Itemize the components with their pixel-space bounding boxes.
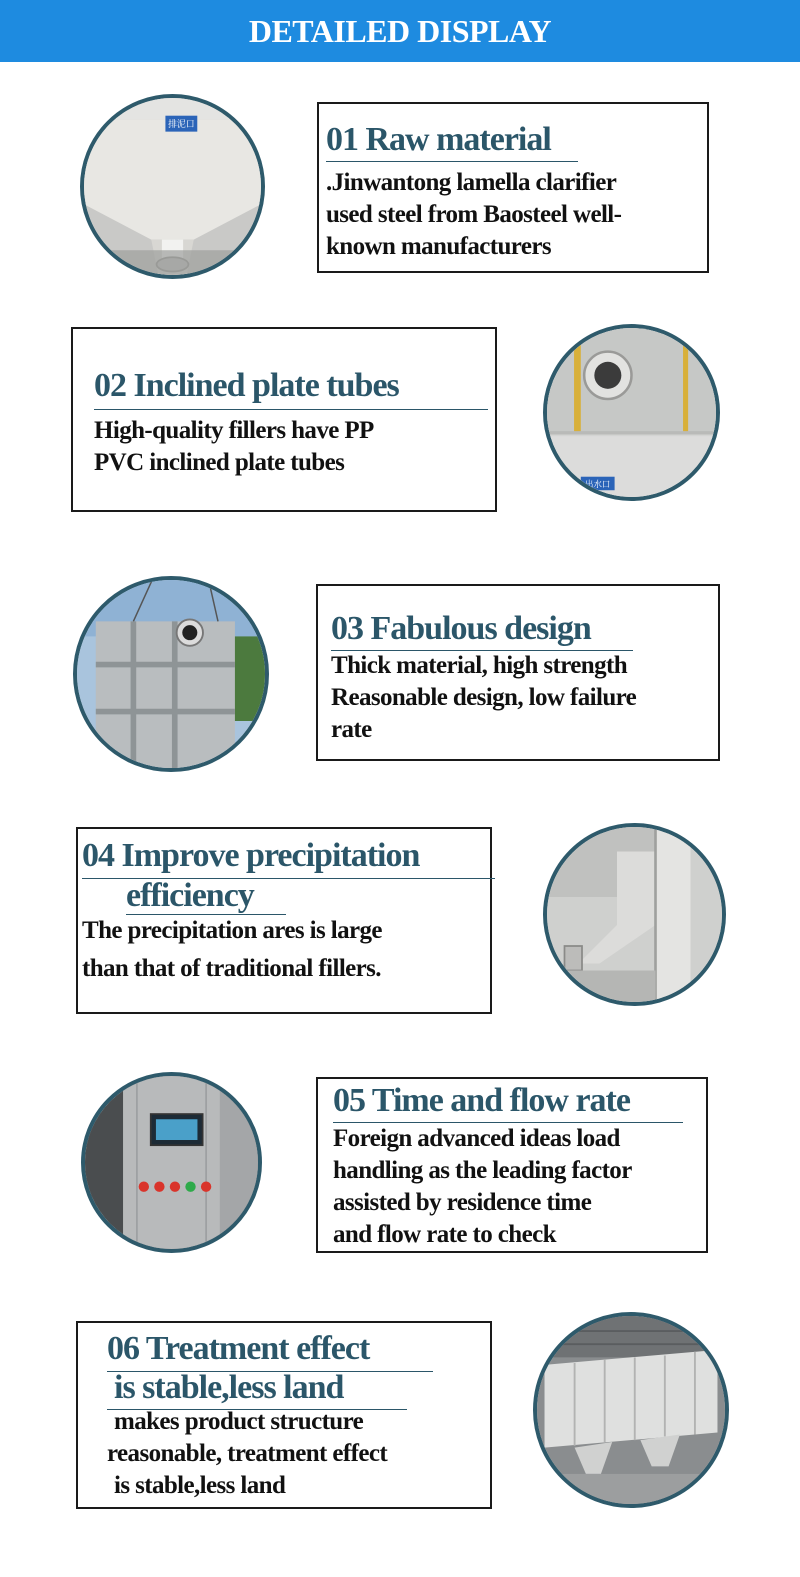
section-1-sign-label: 排泥口	[168, 120, 195, 131]
section-1-heading-underline	[326, 161, 578, 162]
section-2-body-line: PVC inclined plate tubes	[94, 449, 345, 476]
page-title: DETAILED DISPLAY	[248, 12, 552, 49]
section-4-heading-line-2: efficiency	[126, 877, 254, 914]
section-2-heading-line-1: 02 Inclined plate tubes	[94, 367, 399, 404]
section-5-heading-line-1: 05 Time and flow rate	[333, 1082, 630, 1119]
section-1-body-line: used steel from Baosteel well-	[326, 201, 622, 228]
section-4-body-line: The precipitation ares is large	[82, 917, 382, 944]
section-1-body-line: known manufacturers	[326, 233, 551, 260]
section-5-body-line: handling as the leading factor	[333, 1157, 632, 1184]
section-5-body-line: and flow rate to check	[333, 1221, 556, 1248]
section-2-photo	[543, 324, 720, 501]
section-1-body-line: .Jinwantong lamella clarifier	[326, 169, 617, 196]
section-4-body-line: than that of traditional fillers.	[82, 955, 381, 982]
section-4-heading-line-1: 04 Improve precipitation	[82, 837, 420, 874]
section-5-body-line: assisted by residence time	[333, 1189, 592, 1216]
section-3-body-line: Thick material, high strength	[331, 652, 628, 679]
header-banner	[0, 0, 800, 62]
section-3-photo	[73, 576, 269, 772]
section-6-heading-line-2: is stable,less land	[114, 1369, 344, 1406]
section-6-body-line: makes product structure	[114, 1408, 364, 1435]
section-1-body	[326, 167, 621, 263]
section-3-body	[331, 650, 636, 746]
section-6-heading-line-1: 06 Treatment effect	[107, 1330, 370, 1367]
section-2-body	[94, 415, 374, 479]
section-1-photo	[80, 94, 265, 279]
section-2-body-line: High-quality fillers have PP	[94, 417, 374, 444]
section-4-photo	[543, 823, 726, 1006]
section-5-body-line: Foreign advanced ideas load	[333, 1125, 620, 1152]
section-5-photo	[81, 1072, 262, 1253]
section-6-photo	[533, 1312, 729, 1508]
section-6-body	[107, 1406, 387, 1502]
section-4-body	[82, 912, 382, 988]
section-1-heading-line-1: 01 Raw material	[326, 121, 551, 158]
section-2-heading-underline	[94, 409, 488, 410]
section-6-body-line: reasonable, treatment effect	[107, 1440, 388, 1467]
section-6-body-line: is stable,less land	[114, 1472, 286, 1499]
section-3-body-line: Reasonable design, low failure	[331, 684, 637, 711]
section-5-body	[333, 1123, 632, 1251]
section-3-body-line: rate	[331, 716, 372, 743]
section-3-heading-line-1: 03 Fabulous design	[331, 610, 591, 647]
section-2-sign-label: 出水口	[585, 478, 611, 489]
